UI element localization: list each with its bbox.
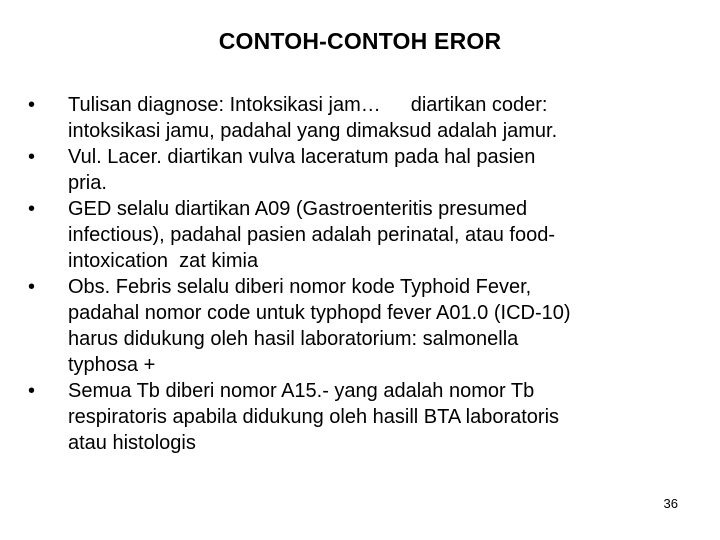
bullet-item: [28, 92, 688, 144]
bullet-text-line: Obs. Febris selalu diberi nomor kode Typhoid Fever,: [68, 276, 532, 298]
bullet-dot: •: [28, 380, 36, 402]
bullet-text-line: harus didukung oleh hasil laboratorium: salmonella: [68, 328, 519, 350]
bullet-text-line: typhosa +: [68, 354, 156, 376]
bullet-text-line: respiratoris apabila didukung oleh hasill BTA laboratoris: [68, 406, 560, 428]
page-number: 36: [663, 496, 678, 511]
bullet-item: [28, 144, 688, 196]
slide-title: CONTOH-CONTOH EROR: [218, 28, 502, 54]
bullet-text-line: diartikan coder:: [410, 94, 548, 116]
bullet-item: [28, 274, 688, 378]
bullet-text-line: intoxication zat kimia: [68, 250, 259, 272]
bullet-dot: •: [28, 276, 36, 298]
bullet-dot: •: [28, 198, 36, 220]
bullet-dot: •: [28, 94, 36, 116]
bullet-text-line: GED selalu diartikan A09 (Gastroenteritis presumed: [68, 198, 528, 220]
bullet-item: [28, 378, 688, 456]
bullet-dot: •: [28, 146, 36, 168]
bullet-text-line: infectious), padahal pasien adalah perinatal, atau food-: [68, 224, 556, 246]
bullet-text-line: Semua Tb diberi nomor A15.- yang adalah nomor Tb: [68, 380, 535, 402]
bullet-text-line: Vul. Lacer. diartikan vulva laceratum pada hal pasien: [68, 146, 536, 168]
bullet-list: [28, 92, 688, 456]
bullet-text-line: Tulisan diagnose: Intoksikasi jam…: [68, 94, 381, 116]
bullet-text-line: padahal nomor code untuk typhopd fever A01.0 (ICD-10): [68, 302, 571, 324]
bullet-text-line: pria.: [68, 172, 107, 194]
bullet-text-line: intoksikasi jamu, padahal yang dimaksud adalah jamur.: [68, 120, 558, 142]
bullet-item: [28, 196, 688, 274]
bullet-text-line: atau histologis: [68, 432, 196, 454]
